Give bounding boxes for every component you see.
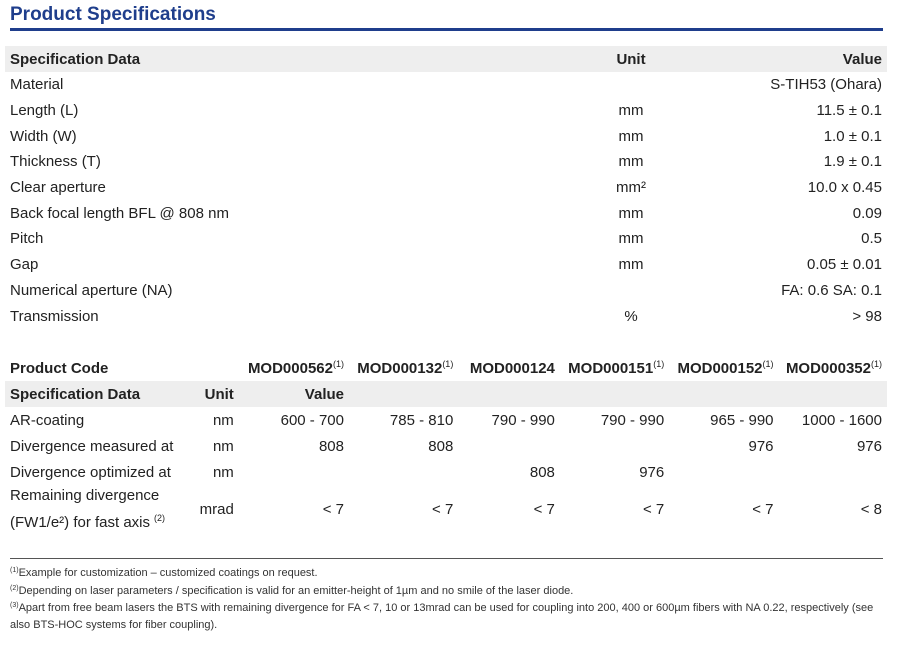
spec-body — [5, 72, 887, 329]
product-spec-value: 785 - 810 — [389, 411, 454, 429]
product-row — [5, 459, 887, 485]
spec-name: Thickness (T) — [10, 153, 101, 171]
product-spec-value: 790 - 990 — [600, 411, 665, 429]
spec-row — [5, 123, 887, 149]
product-header-row — [5, 381, 887, 407]
spec-row — [5, 226, 887, 252]
product-header-empty — [458, 381, 560, 407]
spec-table — [5, 46, 887, 329]
spec-name: Gap — [10, 256, 39, 274]
product-code: MOD000562$^{(1)}$ — [239, 355, 349, 381]
spec-value: S-TIH53 (Ohara) — [770, 76, 882, 94]
product-spec-value: < 7 — [642, 500, 665, 518]
product-code: MOD000151$^{(1)}$ — [560, 355, 669, 381]
product-spec-unit: mrad — [199, 500, 234, 518]
spec-value: 1.9 ± 0.1 — [823, 153, 882, 171]
spec-row — [5, 72, 887, 98]
product-spec-value: < 8 — [860, 500, 882, 518]
product-spec-value: < 7 — [533, 500, 555, 518]
product-spec-value: 600 - 700 — [280, 411, 344, 429]
product-spec-name: Divergence optimized at — [10, 463, 171, 481]
product-spec-unit: nm — [212, 463, 234, 481]
spec-value: 1.0 ± 0.1 — [823, 127, 882, 145]
product-spec-value — [669, 459, 778, 485]
spec-value: FA: 0.6 SA: 0.1 — [781, 281, 882, 299]
product-header-empty — [669, 381, 778, 407]
product-spec-value: 808 — [318, 437, 344, 455]
product-row — [5, 485, 887, 534]
product-header-value: Value — [239, 381, 349, 407]
product-spec-value — [349, 459, 458, 485]
spec-unit: mm — [618, 102, 644, 120]
spec-value: 11.5 ± 0.1 — [816, 102, 882, 120]
spec-header-row — [5, 46, 887, 72]
spec-row — [5, 98, 887, 124]
spec-name: Transmission — [10, 307, 99, 325]
product-spec-value — [779, 459, 887, 485]
spec-unit: mm — [618, 204, 644, 222]
product-code: MOD000132$^{(1)}$ — [349, 355, 458, 381]
spec-value: 10.0 x 0.45 — [807, 179, 882, 197]
spec-row — [5, 303, 887, 329]
product-spec-value: < 7 — [752, 500, 774, 518]
product-code: MOD000352$^{(1)}$ — [779, 355, 887, 381]
product-body — [5, 355, 887, 534]
spec-name: Clear aperture — [10, 179, 106, 197]
spec-value: > 98 — [852, 307, 882, 325]
footnote-3: $^{(3)}$Apart from free beam lasers the BTS with remaining divergence for FA < 7, 10 or 13mrad can be used for coupling into 200, 400 or 600µm fibers with NA 0.22, respectively (see also BTS-HOC systems for fiber coupling). — [10, 602, 874, 631]
spec-unit — [272, 278, 766, 304]
spec-header-unit: Unit — [272, 46, 766, 72]
product-header-name: Specification Data — [5, 381, 186, 407]
product-spec-value: 808 — [529, 463, 555, 481]
product-spec-value: < 7 — [432, 500, 454, 518]
product-spec-unit: nm — [212, 437, 234, 455]
spec-row — [5, 175, 887, 201]
product-code-label: Product Code — [5, 355, 239, 381]
spec-header-name: Specification Data — [5, 46, 272, 72]
product-spec-name: Divergence measured at — [10, 437, 174, 455]
spec-name: Length (L) — [10, 102, 79, 120]
spec-value: 0.09 — [852, 204, 882, 222]
footnote-divider — [10, 558, 883, 559]
page-title: Product Specifications — [10, 4, 216, 25]
product-header-empty — [779, 381, 887, 407]
product-spec-value: < 7 — [322, 500, 344, 518]
spec-row — [5, 149, 887, 175]
spec-header-value: Value — [765, 46, 887, 72]
title-underline — [10, 28, 883, 31]
spec-unit: mm² — [616, 179, 647, 197]
product-spec-value — [239, 459, 349, 485]
product-spec-name: AR-coating — [10, 411, 85, 429]
spec-row — [5, 252, 887, 278]
product-code-row — [5, 355, 887, 381]
product-spec-value: 976 — [639, 463, 665, 481]
spec-unit: mm — [618, 127, 644, 145]
product-spec-value: 976 — [856, 437, 882, 455]
product-code: MOD000152$^{(1)}$ — [669, 355, 778, 381]
product-spec-value: 976 — [748, 437, 774, 455]
spec-unit: mm — [618, 230, 644, 248]
footnote-2: $^{(2)}$Depending on laser parameters / specification is valid for an emitter-height of 1µm and no smile of the laser diode. — [10, 585, 574, 597]
spec-name: Width (W) — [10, 127, 77, 145]
spec-unit: % — [624, 307, 638, 325]
product-spec-value — [458, 433, 560, 459]
footnote-1: $^{(1)}$Example for customization – customized coatings on request. — [10, 567, 318, 579]
spec-unit: mm — [618, 256, 644, 274]
spec-name: Numerical aperture (NA) — [10, 281, 173, 299]
product-spec-value: 965 - 990 — [710, 411, 774, 429]
product-table — [5, 355, 887, 534]
product-spec-name: Remaining divergence (FW1/e²) for fast axis $^{(2)}$ — [10, 487, 166, 531]
spec-unit: mm — [618, 153, 644, 171]
product-spec-unit: nm — [212, 411, 234, 429]
product-spec-value: 790 - 990 — [491, 411, 555, 429]
spec-value: 0.05 ± 0.01 — [807, 256, 882, 274]
spec-name: Back focal length BFL @ 808 nm — [10, 204, 229, 222]
product-header-unit: Unit — [186, 381, 238, 407]
product-spec-value: 1000 - 1600 — [801, 411, 882, 429]
product-row — [5, 433, 887, 459]
spec-value: 0.5 — [861, 230, 882, 248]
spec-name: Material — [10, 76, 64, 94]
spec-name: Pitch — [10, 230, 44, 248]
spec-row — [5, 278, 887, 304]
product-header-empty — [560, 381, 669, 407]
product-code: MOD000124 — [458, 355, 560, 381]
product-spec-value — [560, 433, 669, 459]
product-spec-value: 808 — [428, 437, 454, 455]
product-header-empty — [349, 381, 458, 407]
spec-row — [5, 200, 887, 226]
spec-unit — [272, 72, 766, 98]
product-row — [5, 407, 887, 433]
